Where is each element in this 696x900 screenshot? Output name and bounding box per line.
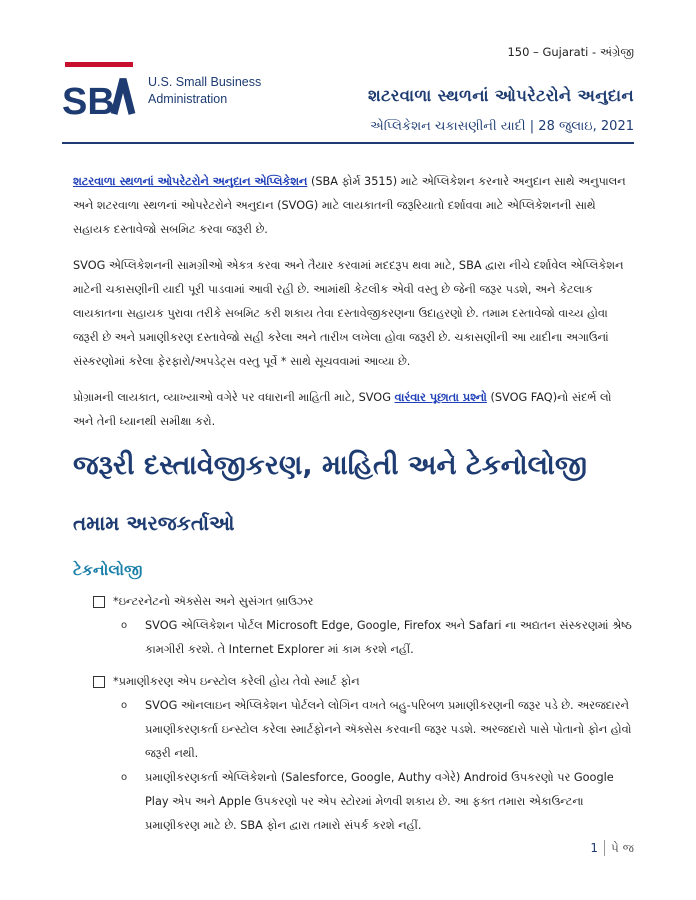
intro-paragraph-3-post: (SVOG FAQ)નો સંદર્ભ લો અને તેની ધ્યાનથી સમીક્ષા કરો. (73, 391, 612, 428)
intro-paragraph-1-text: (SBA ફોર્મ 3515) માટે એપ્લિકેશન કરનારે અનુદાન સાથે અનુપાલન અને શટરવાળા સ્થળનાં ઓપરેટરોને અનુદાન (SVOG) માટે લાયકાતની જરૂરિયાતો દર્શાવવા માટે એપ્લિકેશનની સાથે સહાયક દસ્તાવેજો સબમિટ કરવા જરૂરી છે. (73, 175, 626, 236)
checklist-bullet (121, 614, 635, 662)
header-divider (62, 142, 634, 144)
checklist-item (93, 590, 635, 614)
bullet-icon: o (121, 772, 128, 783)
bullet-icon: o (121, 620, 128, 631)
bullet-icon: o (121, 700, 128, 711)
checkbox[interactable] (93, 596, 105, 608)
bullet-text: SVOG ઑનલાઇન એપ્લિકેશન પોર્ટલને લોગિન વખતે બહુ-પરિબળ પ્રમાણીકરણની જરૂર પડે છે. અરજદારને પ્રમાણીકરણકર્તા ઇન્સ્ટોલ કરેલા સ્માર્ટફોનને ઍક્સેસ કરવાની જરૂર પડશે. અરજદારો પાસે પોતાનો ફોન હોવો જરૂરી નથી. (145, 699, 632, 760)
svg-text:SB: SB (62, 81, 115, 120)
footer-divider (604, 840, 605, 856)
intro-paragraph-3-pre: પ્રોગ્રામની લાયકાત, વ્યાખ્યાઓ વગેરે પર વધારાની માહિતી માટે, SVOG (73, 391, 395, 404)
checklist-item-label: *પ્રમાણીકરણ એપ ઇન્સ્ટોલ કરેલી હોય તેવો સ્માર્ટ ફોન (113, 675, 360, 688)
org-name-line1: U.S. Small Business (148, 75, 262, 89)
section-heading: જરૂરી દસ્તાવેજીકરણ, માહિતી અને ટેકનોલોજી (73, 450, 587, 481)
checklist-item-label: *ઇન્ટરનેટનો ઍક્સેસ અને સુસંગત બ્રાઉઝર (113, 595, 314, 608)
page-number: 1 (590, 841, 599, 855)
faq-link[interactable]: વારંવાર પૂછાતા પ્રશ્નો (394, 391, 487, 404)
page-title: શટરવાળા સ્થળનાં ઓપરેટરોને અનુદાન (368, 86, 634, 105)
intro-paragraph-1 (73, 170, 635, 242)
intro-paragraph-3 (73, 386, 635, 434)
document-body (73, 170, 635, 838)
checklist-bullet (121, 694, 635, 766)
checkbox[interactable] (93, 676, 105, 688)
checklist-bullet (121, 766, 635, 838)
sba-logo-mark (62, 62, 136, 120)
page-subtitle: એપ્લિકેશન ચકાસણીની યાદી | 28 જુલાઇ, 2021 (370, 119, 634, 134)
bullet-text: SVOG એપ્લિકેશન પોર્ટલ Microsoft Edge, Google, Firefox અને Safari ના અદ્યતન સંસ્કરણમાં શ્રેષ્ઠ કામગીરી કરશે. તે Internet Explorer માં કામ કરશે નહીં. (145, 619, 632, 656)
org-name-line2: Administration (148, 92, 228, 106)
technology-heading: ટેકનોલોજી (73, 561, 143, 579)
page-label: પે જ (611, 840, 634, 855)
bullet-text: પ્રમાણીકરણકર્તા એપ્લિકેશનો (Salesforce, Google, Authy વગેરે) Android ઉપકરણો પર Google Play એપ અને Apple ઉપકરણો પર એપ સ્ટોરમાં મેળવી શકાય છે. આ ફક્ત તમારા એકાઉન્ટના પ્રમાણીકરણ માટે છે. SBA ફોન દ્વારા તમારો સંપર્ક કરશે નહીં. (145, 771, 614, 832)
page-footer (590, 840, 634, 856)
document-id: 150 – Gujarati - અંગ્રેજી (507, 45, 634, 59)
sba-logo (62, 62, 261, 120)
checklist-item (93, 670, 635, 694)
subsection-heading: તમામ અરજકર્તાઓ (73, 511, 235, 535)
application-link[interactable]: શટરવાળા સ્થળનાં ઓપરેટરોને અનુદાન એપ્લિકેશન (73, 175, 308, 188)
intro-paragraph-2: SVOG એપ્લિકેશનની સામગ્રીઓ એકત્ર કરવા અને તૈયાર કરવામાં મદદરૂપ થવા માટે, SBA દ્વારા નીચે દર્શાવેલ એપ્લિકેશન માટેની ચકાસણીની યાદી પૂરી પાડવામાં આવી રહી છે. આમાંથી કેટલીક એવી વસ્તુ છે જેની જરૂર પડશે, અને કેટલાક લાયકાતના સહાયક પુરાવા તરીકે સબમિટ કરી શકાય તેવા દસ્તાવેજીકરણના ઉદાહરણો છે. તમામ દસ્તાવેજો વાચ્ય હોવા જરૂરી છે અને પ્રમાણીકરણ દસ્તાવેજો સહી કરેલા અને તારીખ લખેલા હોવા જરૂરી છે. ચકાસણીની આ યાદીના અગાઉનાં સંસ્કરણોમાં કરેલા ફેરફારો/અપડેટ્સ વસ્તુ પૂર્વે * સાથે સૂચવવામાં આવ્યા છે. (73, 259, 624, 368)
